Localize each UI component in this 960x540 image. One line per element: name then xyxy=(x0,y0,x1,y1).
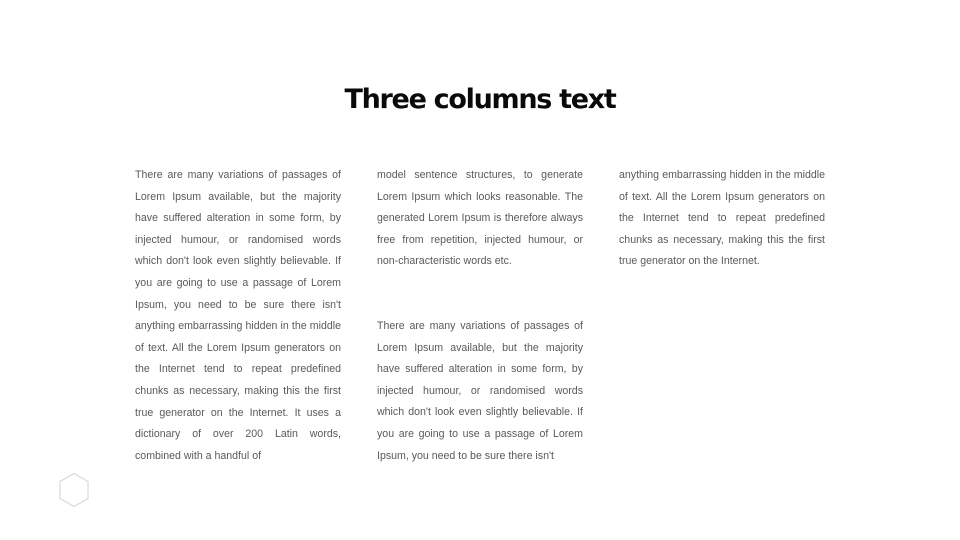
column-paragraph: There are many variations of passages of Lorem Ipsum available, but the majority have suffered alteration in some form, by injected humour, or randomised words which don't look even slightly believable. If you are going to use a passage of Lorem Ipsum, you need to be sure there isn't xyxy=(377,319,583,462)
column-paragraph: anything embarrassing hidden in the middle of text. All the Lorem Ipsum generators on the Internet tend to repeat predefined chunks as necessary, making this the first true generator on the Internet. xyxy=(619,169,825,268)
text-column-3 xyxy=(619,165,825,273)
column-paragraph: model sentence structures, to generate Lorem Ipsum which looks reasonable. The generated Lorem Ipsum is therefore always free from repetition, injected humour, or non-characteristic words etc. xyxy=(377,169,583,268)
hexagon-shape xyxy=(60,474,88,507)
text-column-2 xyxy=(377,165,583,467)
column-paragraph: There are many variations of passages of Lorem Ipsum available, but the majority have suffered alteration in some form, by injected humour, or randomised words which don't look even slightly believable. If you are going to use a passage of Lorem Ipsum, you need to be sure there isn't anything embarrassing hidden in the middle of text. All the Lorem Ipsum generators on the Internet tend to repeat predefined chunks as necessary, making this the first true generator on the Internet. It uses a dictionary of over 200 Latin words, combined with a handful of xyxy=(135,169,341,462)
paragraph-spacer xyxy=(377,273,583,316)
hexagon-outline-icon xyxy=(58,472,90,508)
slide-title: Three columns text xyxy=(344,84,616,115)
text-column-1 xyxy=(135,165,341,467)
